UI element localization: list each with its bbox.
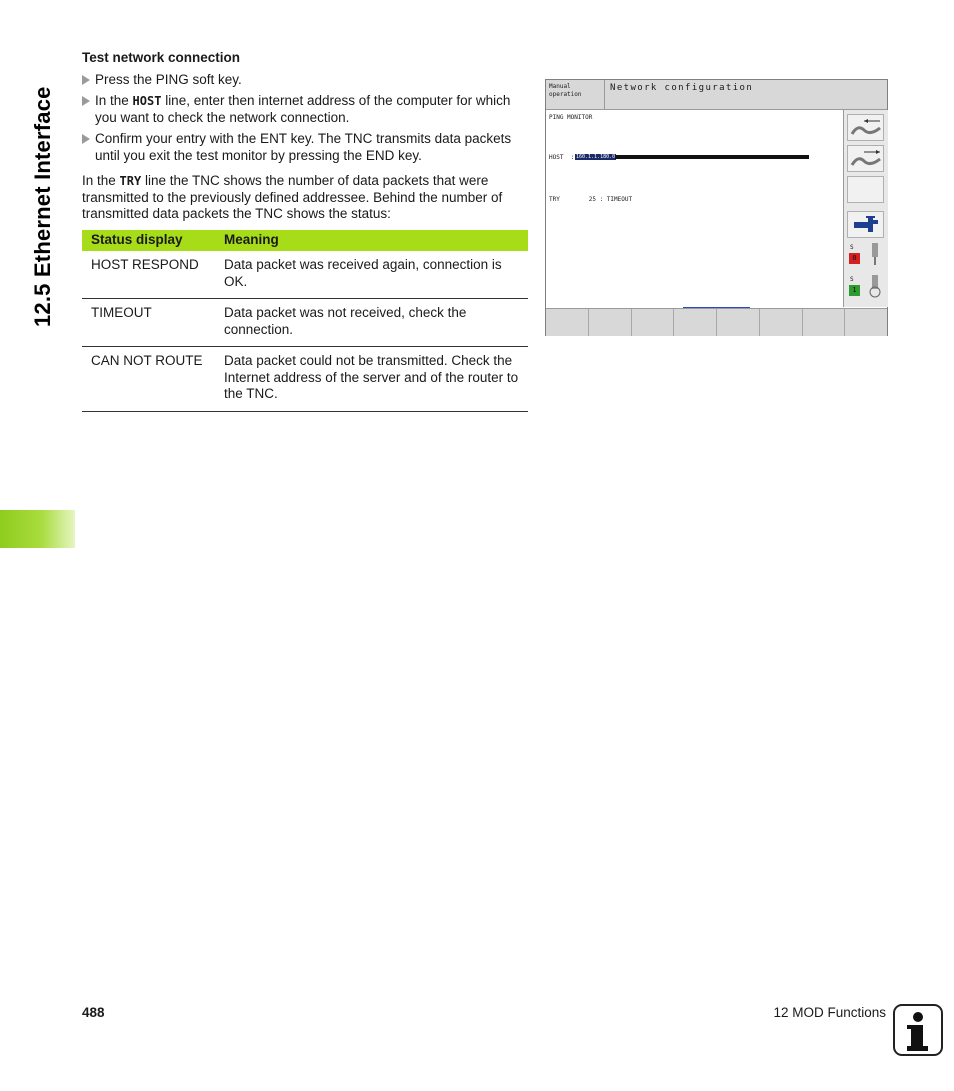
table-row — [82, 251, 528, 299]
step-item — [82, 131, 528, 164]
softkey-8[interactable] — [845, 309, 887, 336]
meaning-cell: Data packet was not received, check the connection. — [215, 299, 528, 347]
step-arrow-icon — [82, 75, 90, 85]
faucet-icon — [850, 215, 882, 235]
screen-header — [546, 80, 887, 110]
operating-mode-box — [546, 80, 605, 109]
section-heading: Test network connection — [82, 50, 241, 65]
network-left-icon — [850, 118, 882, 138]
host-label: HOST : — [549, 154, 575, 161]
page-number: 488 — [82, 1005, 105, 1020]
chapter-tab-marker — [0, 510, 75, 548]
chapter-name: 12 MOD Functions — [773, 1005, 886, 1020]
blank-softkey[interactable] — [847, 176, 884, 203]
softkey-4[interactable] — [674, 309, 717, 336]
coolant-softkey[interactable] — [847, 211, 884, 238]
spindle-override-0 — [847, 243, 884, 270]
mode-line-2: operation — [549, 91, 582, 98]
s-label: S — [850, 276, 854, 283]
network-right-icon — [850, 149, 882, 169]
meaning-cell: Data packet was received again, connection is OK. — [215, 251, 528, 299]
s-label: S — [850, 244, 854, 251]
spindle-value-badge: 0 — [849, 253, 860, 264]
status-cell: HOST RESPOND — [82, 251, 215, 299]
header-status-display: Status display — [82, 230, 215, 251]
step-item — [82, 93, 528, 126]
step-text: Press the PING soft key. — [95, 71, 242, 87]
para-text-after: line the TNC shows the number of data packets that were transmitted to the previously defined addressee. Behind the number of transmitted data packets the TNC shows the status: — [82, 173, 503, 221]
spindle-value-badge: 1 — [849, 285, 860, 296]
softkey-1[interactable] — [546, 309, 589, 336]
para-text-before: In the — [82, 173, 120, 188]
try-paragraph — [82, 173, 528, 223]
softkey-7[interactable] — [803, 309, 846, 336]
status-table — [82, 230, 528, 412]
network-next-softkey[interactable] — [847, 145, 884, 172]
softkey-5[interactable] — [717, 309, 760, 336]
network-prev-softkey[interactable] — [847, 114, 884, 141]
table-header-row — [82, 230, 528, 251]
softkey-6[interactable] — [760, 309, 803, 336]
step-text-after: line, enter then internet address of the computer for which you want to check the network connection. — [95, 93, 511, 125]
host-input[interactable]: 160.1.1.180.0 — [576, 154, 616, 160]
meaning-cell: Data packet could not be transmitted. Check the Internet address of the server and of the router to the TNC. — [215, 347, 528, 412]
header-meaning: Meaning — [215, 230, 528, 251]
try-status-line: TRY 25 : TIMEOUT — [549, 196, 633, 203]
step-item — [82, 72, 528, 89]
section-content — [82, 50, 528, 223]
screen-softkey-column — [843, 110, 888, 307]
tnc-screenshot — [545, 79, 888, 336]
screen-softkey-row — [546, 308, 887, 336]
screen-main-area — [546, 110, 842, 307]
spindle-rotate-icon — [867, 275, 883, 299]
ping-monitor-label: PING MONITOR — [549, 114, 593, 121]
screen-title: Network configuration — [610, 83, 754, 93]
step-arrow-icon — [82, 134, 90, 144]
table-row — [82, 347, 528, 412]
softkey-3[interactable] — [632, 309, 675, 336]
step-text-before: In the — [95, 93, 133, 108]
softkey-2[interactable] — [589, 309, 632, 336]
side-chapter-title-text: 12.5 Ethernet Interface — [30, 86, 55, 327]
table-row — [82, 299, 528, 347]
step-text: Confirm your entry with the ENT key. The TNC transmits data packets until you exit the test monitor by pressing the END key. — [95, 131, 512, 163]
spindle-override-1 — [847, 275, 884, 302]
status-cell: TIMEOUT — [82, 299, 215, 347]
host-code: HOST — [132, 94, 162, 108]
host-input-bar — [615, 155, 809, 159]
side-chapter-title — [28, 52, 58, 332]
mode-line-1: Manual — [549, 83, 571, 90]
status-cell: CAN NOT ROUTE — [82, 347, 215, 412]
try-code: TRY — [119, 174, 142, 188]
info-icon — [893, 1004, 943, 1056]
step-arrow-icon — [82, 96, 90, 106]
spindle-icon — [869, 243, 881, 267]
